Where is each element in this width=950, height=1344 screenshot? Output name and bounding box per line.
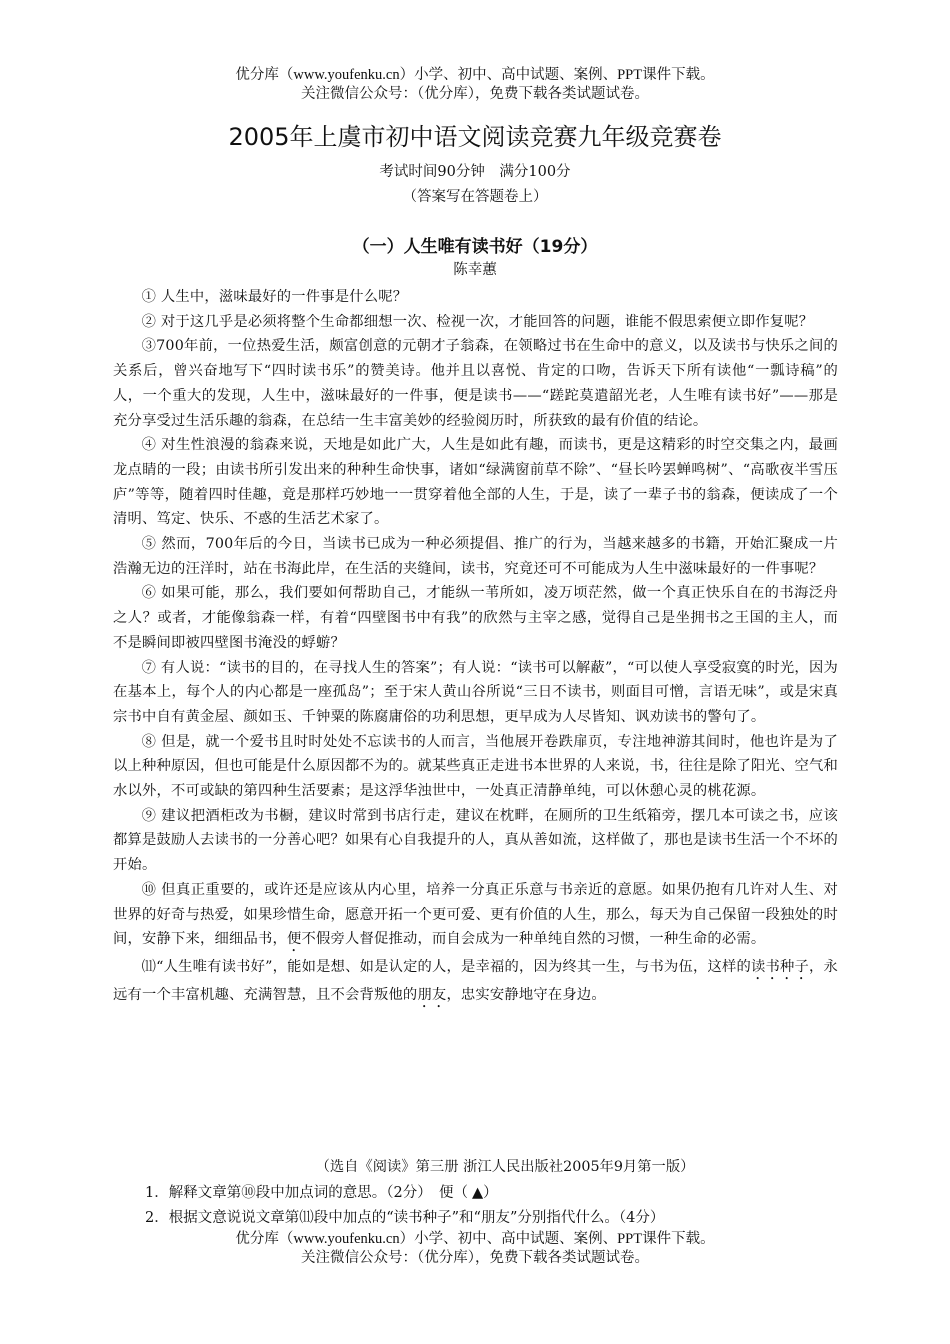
dotted-word-reading-seed: 读书种子: [751, 959, 809, 976]
paragraph: ⑤ 然而，700年后的今日，当读书已成为一种必须提倡、推广的行为，当越来越多的书籍，开始汇聚成一片浩瀚无边的汪洋时，站在书海此岸，在生活的夹缝间，读书，究竟还可不可能成为人生中滋味最好的一件事呢？: [113, 536, 838, 577]
section-title: （一）人生唯有读书好（19分）: [352, 237, 598, 257]
dotted-word-friend: 朋友: [417, 987, 447, 1004]
header-line-1: 优分库（www.youfenku.cn）小学、初中、高中试题、案例、PPT课件下载。: [235, 67, 715, 83]
para11-part-1: ⑾“人生唯有读书好”，能如是想、如是认定的人，是幸福的，因为终其一生，与书为伍，这样的: [141, 959, 751, 976]
header-line-2: 关注微信公众号：（优分库），免费下载各类试题试卷。: [301, 86, 649, 102]
footer-line-2: 关注微信公众号：（优分库），免费下载各类试题试卷。: [301, 1250, 649, 1266]
question-1-close: ）: [483, 1185, 498, 1201]
source-citation: （选自《阅读》第三册 浙江人民出版社2005年9月第一版）: [315, 1159, 695, 1175]
dotted-word-bian: 便: [286, 931, 302, 948]
question-1: [145, 1183, 498, 1203]
paragraph: ⑧ 但是，就一个爱书且时时处处不忘读书的人而言，当他展开卷跌扉页，专注地神游其间时，他也许是为了以上种种原因，但也可能是什么原因都不为的。就某些真正走进书本世界的人来说，书，往往是除了阳光、空气和水以外，不可或缺的第四种生活要素；是这浮华浊世中，一处真正清静单纯，可以休憩心灵的桃花源。: [113, 733, 838, 800]
answer-blank-triangle: ▲: [471, 1185, 484, 1201]
para10-text-after: 不假旁人督促推动，而自会成为一种单纯自然的习惯，一种生命的必需。: [301, 931, 766, 948]
paragraph: ⑥ 如果可能，那么，我们要如何帮助自己，才能纵一苇所如，凌万顷茫然，做一个真正快乐自在的书海泛舟之人？或者，才能像翁森一样，有着“四壁图书中有我”的欣然与主宰之感，觉得自己是坐拥书之王国的主人，而不是瞬间即被四壁图书淹没的蜉蝣？: [113, 585, 838, 651]
exam-info: 考试时间90分钟 满分100分: [379, 164, 571, 180]
footer-line-1: 优分库（www.youfenku.cn）小学、初中、高中试题、案例、PPT课件下载。: [235, 1231, 715, 1247]
paragraph: ⑨ 建议把酒柜改为书橱，建议时常到书店行走，建议在枕畔，在厕所的卫生纸箱旁，摆几本可读之书，应该都算是鼓励人去读书的一分善心吧？如果有心自我提升的人，真从善如流，这样做了，那也是读书生活一个不坏的开始。: [113, 807, 838, 874]
paragraph-11: [113, 955, 838, 1011]
paragraph: ② 对于这几乎是必须将整个生命都细想一次、检视一次，才能回答的问题，谁能不假思索便立即作复呢？: [141, 313, 814, 330]
paragraph: ③700年前，一位热爱生活，颇富创意的元朝才子翁森，在领略过书在生命中的意义，以及读书与快乐之间的关系后，曾兴奋地写下“四时读书乐”的赞美诗。他并且以喜悦、肯定的口吻，告诉天下所有读他“一瓢诗稿”的人，一个重大的发现，人生中，滋味最好的一件事，便是读书——“蹉跎莫遣韶光老，人生唯有读书好”——那是充分享受过生活乐趣的翁森，在总结一生丰富美妙的经验阅历时，所获致的最有价值的结论。: [113, 338, 838, 429]
para10-text-before: ⑩ 但真正重要的，或许还是应该从内心里，培养一分真正乐意与书亲近的意愿。如果仍抱有几许对人生、对世界的好奇与热爱，如果珍惜生命，愿意开拓一个更可爱、更有价值的人生，那么，每天为自己保留一段独处的时间，安静下来，细细品书，: [113, 881, 838, 948]
question-1-text: 1．解释文章第⑩段中加点词的意思。（2分） 便（: [145, 1185, 468, 1201]
paragraph: ① 人生中，滋味最好的一件事是什么呢？: [141, 289, 408, 305]
answer-note: （答案写在答题卷上）: [402, 189, 548, 205]
para11-part-3: ，忠实安静地守在身边。: [446, 987, 606, 1004]
para11-part-2: ，永远有一个丰富机趣、充满智慧，且不会背叛他的: [113, 959, 838, 1004]
paragraph-10: [113, 878, 838, 955]
page-title: 2005年上虞市初中语文阅读竞赛九年级竞赛卷: [228, 123, 722, 151]
paragraph: ④ 对生性浪漫的翁森来说，天地是如此广大，人生是如此有趣，而读书，更是这精彩的时空交集之内，最画龙点睛的一段；由读书所引发出来的种种生命快事，诸如“绿满窗前草不除”、“昼长吟罢蝉鸣树”、“高歌夜半雪压庐”等等，随着四时佳趣，竟是那样巧妙地一一贯穿着他全部的人生，于是，读了一辈子书的翁森，便读成了一个清明、笃定、快乐、不惑的生活艺术家了。: [113, 437, 838, 528]
paragraph: ⑦ 有人说：“读书的目的，在寻找人生的答案”；有人说：“读书可以解蔽”，“可以使人享受寂寞的时光，因为在基本上，每个人的内心都是一座孤岛”；至于宋人黄山谷所说“三日不读书，则面目可憎，言语无味”，或是宋真宗书中自有黄金屋、颜如玉、千钟粟的陈腐庸俗的功利思想，更早成为人尽皆知、讽劝读书的警句了。: [113, 659, 838, 725]
article-body: [113, 285, 838, 1011]
section-author: 陈幸蕙: [453, 262, 497, 278]
question-2: 2．根据文意说说文章第⑾段中加点的“读书种子”和“朋友”分别指代什么。（4分）: [145, 1210, 665, 1226]
